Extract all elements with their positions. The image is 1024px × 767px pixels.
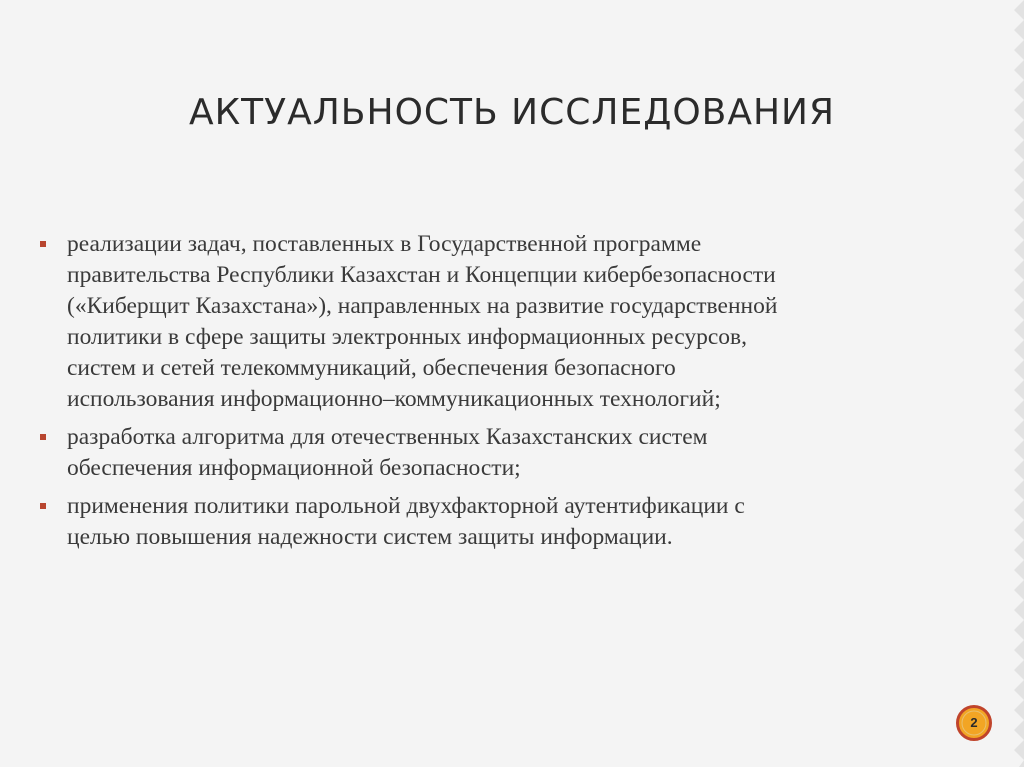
page-number: 2 [970,715,978,730]
bullet-line: целью повышения надежности систем защиты информации. [67,524,673,550]
bullet-item [40,229,1000,415]
bullet-line: использования информационно–коммуникационных технологий; [67,386,721,412]
bullet-line: («Киберщит Казахстана»), направленных на развитие государственной [67,293,778,319]
bullet-text [67,422,1000,484]
bullet-line: систем и сетей телекоммуникаций, обеспечения безопасного [67,355,676,381]
bullet-square-icon [40,434,46,440]
bullet-text [67,491,1000,553]
bullet-item [40,422,1000,484]
bullet-list [40,229,1000,560]
slide-title: АКТУАЛЬНОСТЬ ИССЛЕДОВАНИЯ [189,92,835,133]
bullet-square-icon [40,503,46,509]
bullet-text [67,229,1000,415]
bullet-line: реализации задач, поставленных в Государственной программе [67,231,702,257]
bullet-line: обеспечения информационной безопасности; [67,455,521,481]
bullet-line: применения политики парольной двухфакторной аутентификации с [67,493,745,519]
bullet-line: правительства Республики Казахстан и Концепции кибербезопасности [67,262,776,288]
bullet-line: разработка алгоритма для отечественных Казахстанских систем [67,424,708,450]
bullet-square-icon [40,241,46,247]
bullet-item [40,491,1000,553]
bullet-line: политики в сфере защиты электронных информационных ресурсов, [67,324,747,350]
